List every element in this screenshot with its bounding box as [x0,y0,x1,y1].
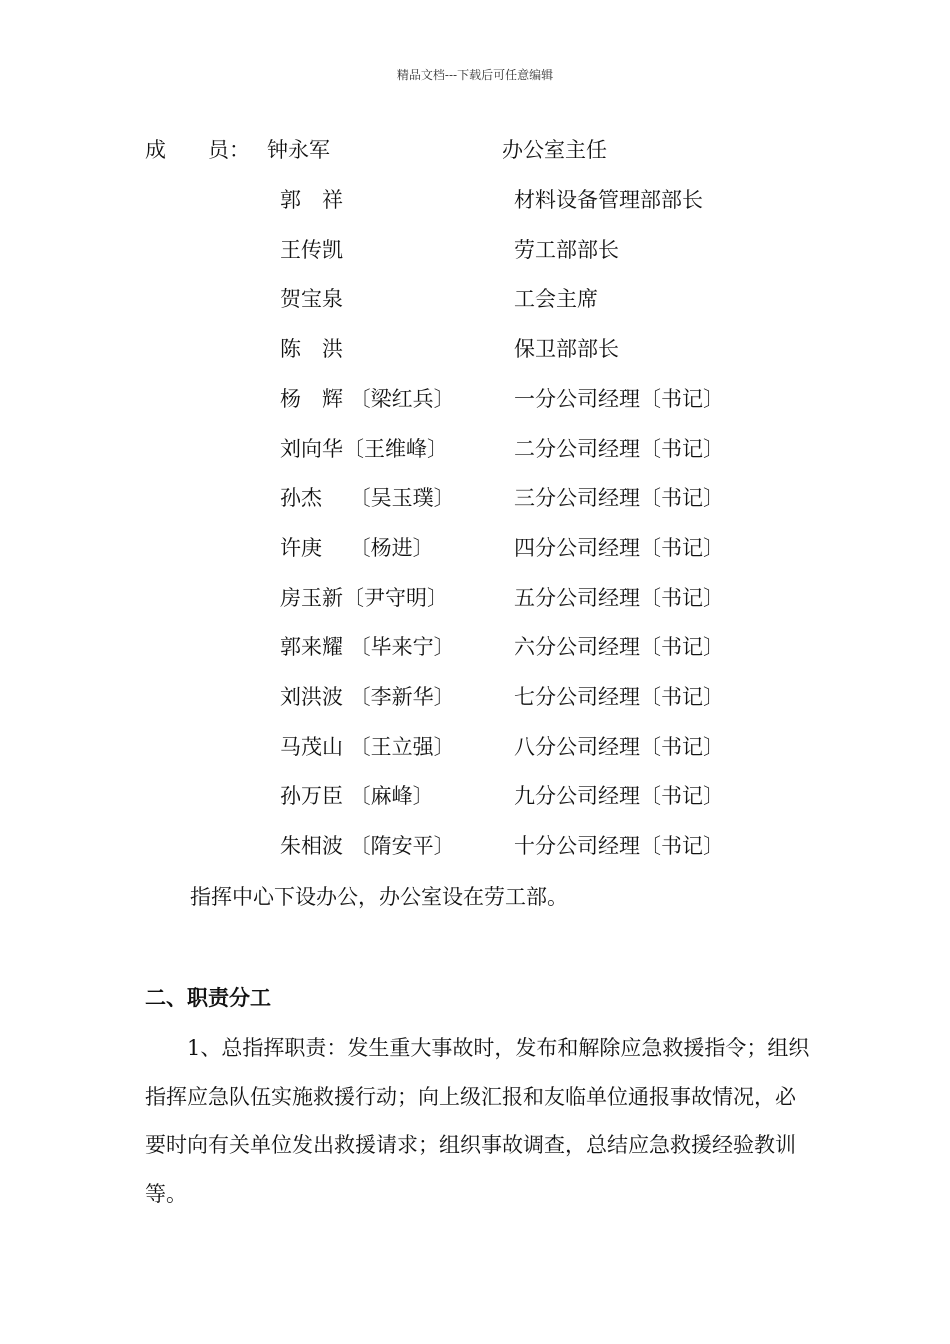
member-title: 六分公司经理〔书记〕 [514,635,724,660]
member-title: 八分公司经理〔书记〕 [514,734,724,759]
member-title: 三分公司经理〔书记〕 [514,486,724,511]
member-title: 工会主席 [514,287,598,312]
member-name: 许庚 〔杨进〕 [280,535,434,560]
member-title: 保卫部部长 [514,337,619,362]
first-member-title: 办公室主任 [502,138,607,162]
member-title: 十分公司经理〔书记〕 [514,834,724,859]
member-title: 四分公司经理〔书记〕 [514,535,724,560]
member-name: 郭来耀 〔毕来宁〕 [280,635,455,660]
member-name: 房玉新〔尹守明〕 [280,585,448,610]
member-name: 王传凯 [280,237,343,262]
member-name: 马茂山 〔王立强〕 [280,734,455,759]
member-title: 七分公司经理〔书记〕 [514,685,724,709]
duty-paragraph: 1、总指挥职责：发生重大事故时，发布和解除应急救援指令；组织指挥应急队伍实施救援行动；向上级汇报和友临单位通报事故情况，必要时向有关单位发出救援请求；组织事故调查，总结应急救援经验教训等。 [145,1036,810,1207]
member-name: 刘向华〔王维峰〕 [280,436,448,461]
member-title: 二分公司经理〔书记〕 [514,436,724,461]
members-label: 成 员： [145,138,250,162]
member-name: 孙万臣 〔麻峰〕 [280,784,434,809]
page-header: 精品文档---下载后可任意编辑 [396,68,554,82]
member-name: 朱相波 〔隋安平〕 [280,834,455,859]
first-member-name: 钟永军 [267,138,330,162]
member-title: 五分公司经理〔书记〕 [514,585,724,610]
member-name: 陈 洪 [280,337,343,362]
member-name: 贺宝泉 [280,287,343,312]
member-name: 杨 辉 〔梁红兵〕 [280,386,455,411]
member-title: 九分公司经理〔书记〕 [514,784,724,809]
member-name: 刘洪波 〔李新华〕 [280,685,455,709]
member-title: 一分公司经理〔书记〕 [514,386,724,411]
member-title: 劳工部部长 [514,237,619,262]
member-name: 郭 祥 [280,188,343,212]
member-name: 孙杰 〔吴玉璞〕 [280,486,455,511]
office-note: 指挥中心下设办公，办公室设在劳工部。 [190,885,568,909]
section-heading: 二、职责分工 [145,985,271,1010]
member-title: 材料设备管理部部长 [514,188,703,212]
